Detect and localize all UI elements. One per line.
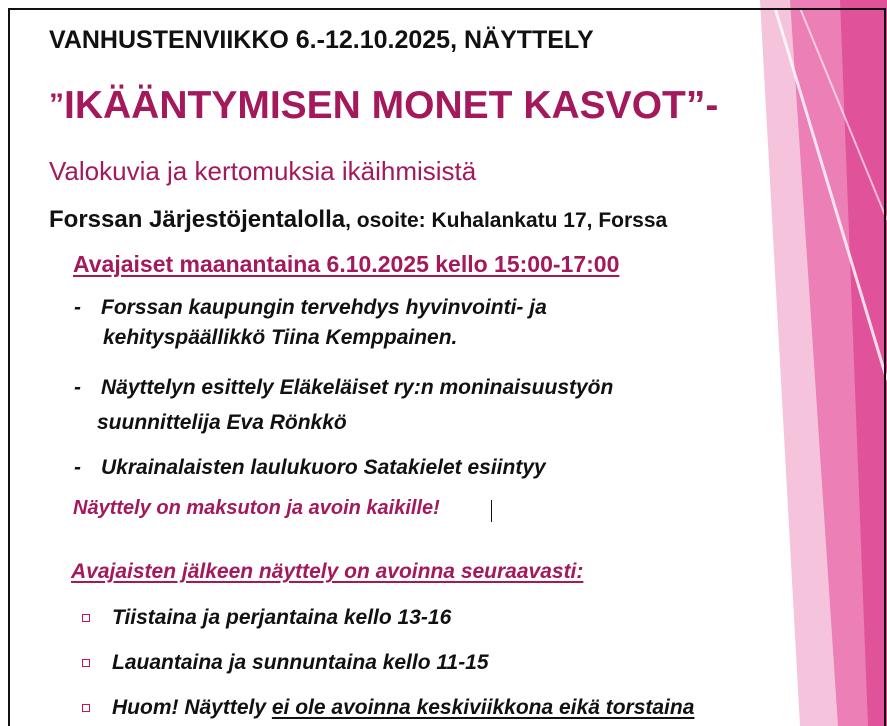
opening-item-1-line1: Forssan kaupungin tervehdys hyvinvointi- ja: [101, 296, 547, 319]
square-bullet-icon: [82, 659, 90, 667]
closed-days-underlined: ei ole avoinna keskiviikkona eikä torstaina: [271, 696, 695, 719]
close-quote: ”-: [685, 84, 719, 127]
exhibition-name: [49, 84, 718, 128]
list-dash: -: [74, 456, 81, 479]
list-dash: -: [74, 296, 81, 319]
list-dash: -: [74, 376, 81, 399]
schedule-item-2: Lauantaina ja sunnuntaina kello 11-15: [112, 651, 489, 674]
open-quote: ”: [49, 88, 64, 121]
free-admission-note: Näyttely on maksuton ja avoin kaikille!: [73, 497, 440, 519]
page-title: VANHUSTENVIIKKO 6.-12.10.2025, NÄYTTELY: [49, 26, 594, 54]
subtitle: Valokuvia ja kertomuksia ikäihmisistä: [49, 156, 477, 186]
opening-heading: Avajaiset maanantaina 6.10.2025 kello 15:00-17:00: [73, 251, 620, 277]
venue-line: [49, 206, 667, 234]
schedule-heading: Avajaisten jälkeen näyttely on avoinna seuraavasti:: [71, 560, 584, 583]
closed-days-prefix: Huom! Näyttely: [112, 696, 272, 719]
opening-item-2-line2: suunnittelija Eva Rönkkö: [97, 411, 347, 434]
opening-item-3: Ukrainalaisten laulukuoro Satakielet esiintyy: [101, 456, 546, 479]
closed-days-note: [112, 696, 694, 720]
schedule-item-1: Tiistaina ja perjantaina kello 13-16: [112, 606, 452, 629]
venue-address: , osoite: Kuhalankatu 17, Forssa: [345, 209, 668, 232]
text-cursor: [491, 500, 492, 522]
venue-name: Forssan Järjestöjentalolla: [49, 206, 346, 233]
exhibition-name-text: IKÄÄNTYMISEN MONET KASVOT: [64, 84, 686, 127]
square-bullet-icon: [82, 704, 90, 712]
opening-item-1-line2: kehityspäällikkö Tiina Kemppainen.: [103, 326, 458, 349]
square-bullet-icon: [82, 614, 90, 622]
opening-item-2-line1: Näyttelyn esittely Eläkeläiset ry:n moninaisuustyön: [101, 376, 614, 399]
